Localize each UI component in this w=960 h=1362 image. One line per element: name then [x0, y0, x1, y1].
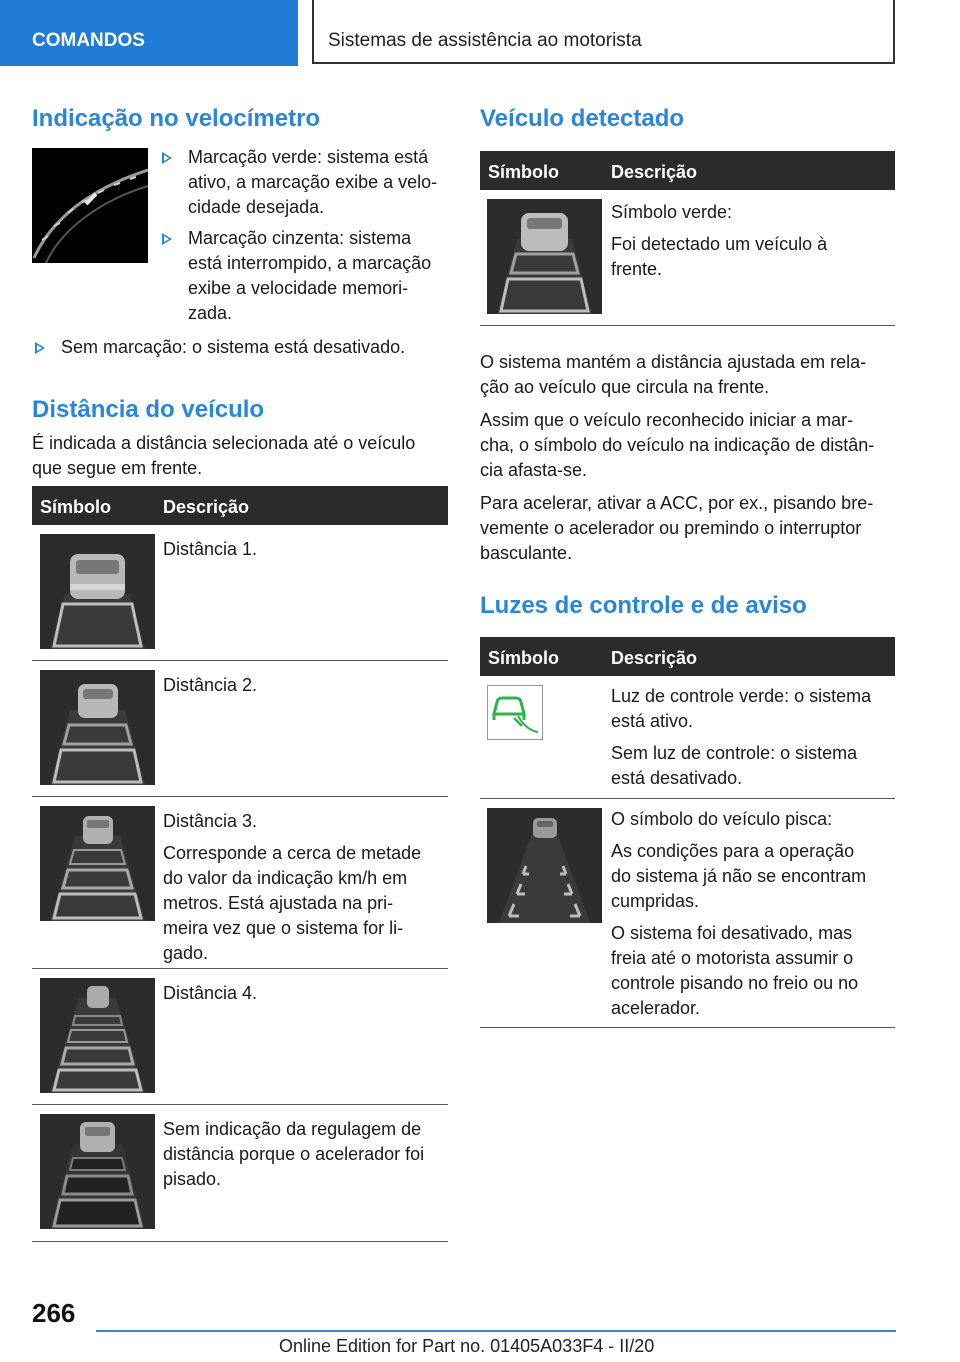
no-distance-icon	[40, 1114, 155, 1229]
paragraph: O sistema mantém a distância ajustada em rela- ção ao veículo que circula na frente.	[480, 352, 867, 397]
table-row	[32, 1105, 448, 1242]
row-description: Distância 4.	[163, 983, 258, 1003]
row-description: Sem indicação da regulagem de distância porque o acelerador foi pisado.	[163, 1119, 425, 1189]
chapter-header	[312, 0, 895, 64]
distance-2-icon	[40, 670, 155, 785]
heading-detected: Veículo detectado	[480, 105, 685, 132]
table-header	[32, 486, 448, 525]
triangle-bullet-icon	[162, 152, 172, 164]
speedometer-image	[32, 148, 148, 263]
section-tab	[0, 0, 298, 66]
heading-speedo: Indicação no velocímetro	[32, 105, 321, 132]
list-item: Marcação verde: sistema está ativo, a marcação exibe a velo- cidade desejada.	[162, 145, 452, 225]
col-description: Descrição	[611, 648, 698, 668]
row-description: Luz de controle verde: o sistema está ativo. Sem luz de controle: o sistema está desativado.	[611, 686, 872, 788]
heading-distance: Distância do veículo	[32, 396, 265, 423]
section-label: COMANDOS	[32, 30, 145, 51]
triangle-bullet-icon	[162, 233, 172, 245]
distance-3-icon	[40, 806, 155, 921]
paragraph: Assim que o veículo reconhecido iniciar a mar- cha, o símbolo do veículo na indicação de distân- cia afasta-se.	[480, 410, 875, 480]
lights-table	[480, 637, 895, 1029]
list-item: Sem marcação: o sistema está desativado.	[35, 335, 455, 363]
table-header	[480, 637, 895, 676]
row-description: O símbolo do veículo pisca: As condições para a operação do sistema já não se encontram cumpridas. O sistema foi desativado, mas freia até o motorista assumir o controle pisando no freio ou no acelerador.	[611, 809, 867, 1018]
table-row	[32, 969, 448, 1105]
triangle-bullet-icon	[35, 342, 45, 354]
col-symbol: Símbolo	[488, 162, 559, 182]
distance-table	[32, 486, 448, 1242]
table-row	[32, 661, 448, 797]
vehicle-flashing-icon	[487, 808, 602, 923]
footer-divider	[96, 1330, 896, 1332]
col-symbol: Símbolo	[40, 497, 111, 517]
paragraph: Para acelerar, ativar a ACC, por ex., pisando bre- vemente o acelerador ou premindo o interruptor basculante.	[480, 493, 874, 563]
intro-text: É indicada a distância selecionada até o veículo que segue em frente.	[32, 433, 416, 478]
table-row	[32, 525, 448, 661]
list-item: Marcação cinzenta: sistema está interrompido, a marcação exibe a velocidade memori- zada.	[162, 226, 452, 330]
edition-note: Online Edition for Part no. 01405A033F4 - II/20	[279, 1336, 655, 1356]
table-row	[32, 797, 448, 969]
row-description: Distância 3. Corresponde a cerca de metade do valor da indicação km/h em metros. Está ajustada na pri- meira vez que o sistema for li- gado.	[163, 811, 422, 963]
heading-lights: Luzes de controle e de aviso	[480, 592, 807, 619]
row-description: Distância 2.	[163, 675, 258, 695]
col-description: Descrição	[611, 162, 698, 182]
distance-1-icon	[40, 534, 155, 649]
row-description: Distância 1.	[163, 539, 258, 559]
detected-table	[480, 151, 895, 327]
chapter-title: Sistemas de assistência ao motorista	[328, 30, 642, 51]
page-number: 266	[32, 1298, 76, 1328]
col-symbol: Símbolo	[488, 648, 559, 668]
table-row	[480, 676, 895, 799]
col-description: Descrição	[163, 497, 250, 517]
row-description: Símbolo verde: Foi detectado um veículo à frente.	[611, 202, 828, 279]
vehicle-detected-icon	[487, 199, 602, 314]
table-header	[480, 151, 895, 190]
table-row	[480, 799, 895, 1028]
distance-4-icon	[40, 978, 155, 1093]
table-row	[480, 190, 895, 326]
acc-indicator-icon	[487, 685, 543, 740]
